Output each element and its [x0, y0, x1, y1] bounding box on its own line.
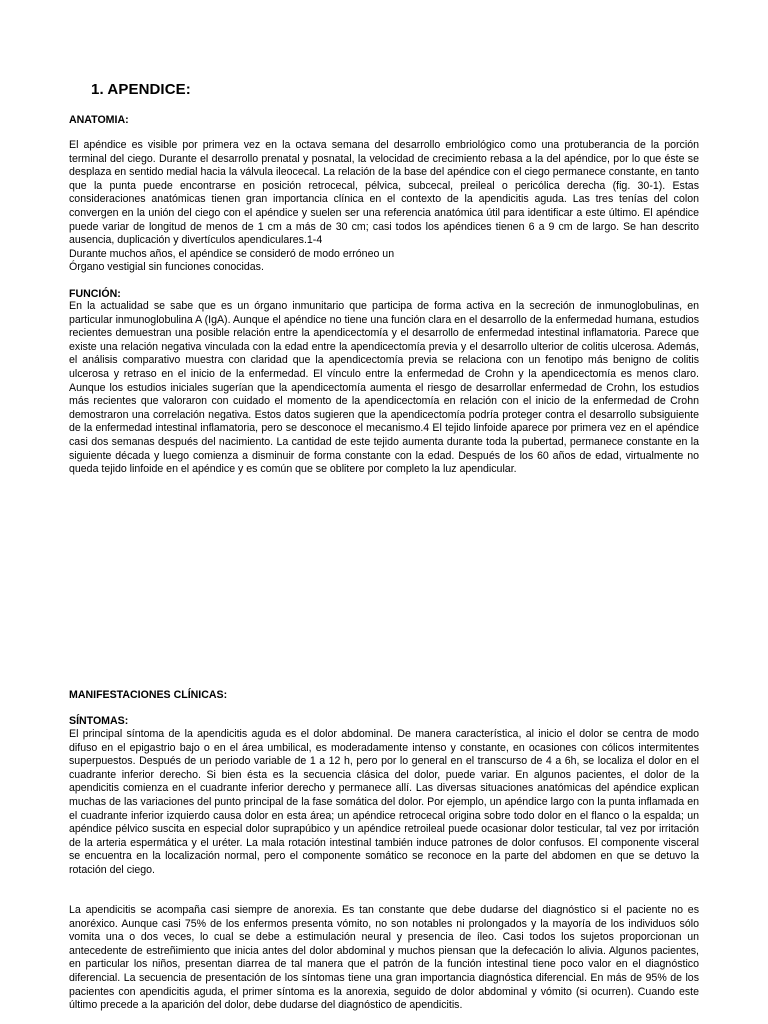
sintomas-paragraph: El principal síntoma de la apendicitis aguda es el dolor abdominal. De manera característica, al inicio el dolor se centra de modo difuso en el epigastrio bajo o en el área umbilical, es moderadamente intenso y constante, en ocasiones con cólicos intermitentes superpuestos. Después de un periodo variable de 1 a 12 h, pero por lo general en el transcurso de 4 a 6h, se localiza el dolor en el cuadrante inferior derecho. Si bien ésta es la secuencia clásica del dolor, puede variar. En algunos pacientes, el dolor de la apendicitis comienza en el cuadrante inferior derecho y permanece allí. Las diversas situaciones anatómicas del apéndice explican muchas de las variaciones del punto principal de la fase somática del dolor. Por ejemplo, un apéndice largo con la punta inflamada en el cuadrante inferior izquierdo causa dolor en esta área; un apéndice retrocecal origina sobre todo dolor en el flanco o la espalda; un apéndice pélvico suscita en especial dolor suprapúbico y un apéndice retroileal puede ocasionar dolor testicular, tal vez por irritación de la arteria espermática y el uréter. La mala rotación intestinal también induce patrones de dolor confusos. El componente visceral se encuentra en la localización normal, pero el componente somático se reconoce en la parte del abdomen en que se detuvo la rotación del ciego.	[69, 728, 699, 876]
section-heading-funcion: FUNCIÓN:	[69, 288, 121, 300]
funcion-paragraph: En la actualidad se sabe que es un órgano inmunitario que participa de forma activa en la secreción de inmunoglobulinas, en particular inmunoglobulina A (IgA). Aunque el apéndice no tiene una función clara en el desarrollo de la enfermedad humana, estudios recientes demuestran una posible relación entre la apendicectomía y el desarrollo de enfermedad intestinal inflamatoria. Parece que existe una relación negativa vinculada con la edad entre la apendicectomía previa y el desarrollo ulterior de colitis ulcerosa. Además, el análisis comparativo muestra con claridad que la apendicectomía previa se relaciona con un fenotipo más benigno de colitis ulcerosa y retraso en el inicio de la enfermedad. El vínculo entre la enfermedad de Crohn y la apendicectomía es menos claro. Aunque los estudios iniciales sugerían que la apendicectomía aumenta el riesgo de desarrollar enfermedad de Crohn, los estudios más recientes que valoraron con cuidado el momento de la apendicectomía en relación con el inicio de la enfermedad de Crohn demostraron una correlación negativa. Estos datos sugieren que la apendicectomía podría proteger contra el desarrollo subsiguiente de la enfermedad intestinal inflamatoria, pero se desconoce el mecanismo.4 El tejido linfoide aparece por primera vez en el apéndice casi dos semanas después del nacimiento. La cantidad de este tejido aumenta durante toda la pubertad, permanece constante en la siguiente década y luego comienza a disminuir de forma constante con la edad. Después de los 60 años de edad, virtualmente no queda tejido linfoide en el apéndice y es común que se oblitere por completo la luz apendicular.	[69, 300, 699, 476]
anatomia-paragraph	[69, 139, 699, 275]
anatomia-body: El apéndice es visible por primera vez en la octava semana del desarrollo embriológico como una protuberancia de la porción terminal del ciego. Durante el desarrollo prenatal y posnatal, la velocidad de crecimiento rebasa a la del apéndice, por lo que éste se desplaza en sentido medial hacia la válvula ileocecal. La relación de la base del apéndice con el ciego permanece constante, en tanto que la punta puede encontrarse en posición retrocecal, pélvica, subcecal, preileal o pericólica derecha (fig. 30-1). Estas consideraciones anatómicas tienen gran importancia clínica en el contexto de la apendicitis aguda. Las tres tenías del colon convergen en la unión del ciego con el apéndice y suelen ser una referencia anatómica útil para identificar a este último. El apéndice puede variar de longitud de menos de 1 cm a más de 30 cm; casi todos los apéndices tienen 6 a 9 cm de largo. Se han descrito ausencia, duplicación y divertículos apendiculares.1-4	[69, 139, 699, 247]
section-heading-anatomia: ANATOMIA:	[69, 114, 129, 126]
document-title: 1. APENDICE:	[91, 81, 191, 98]
section-heading-sintomas: SÍNTOMAS:	[69, 715, 129, 727]
anatomia-line-3: Órgano vestigial sin funciones conocidas.	[69, 261, 264, 274]
anatomia-line-2: Durante muchos años, el apéndice se consideró de modo erróneo un	[69, 247, 395, 260]
anorexia-paragraph: La apendicitis se acompaña casi siempre de anorexia. Es tan constante que debe dudarse del diagnóstico si el paciente no es anoréxico. Aunque casi 75% de los enfermos presenta vómito, no son notables ni prolongados y la mayoría de los individuos sólo vomita una o dos veces, lo cual se debe a estimulación neural y presencia de íleo. Casi todos los sujetos proporcionan un antecedente de estreñimiento que inicia antes del dolor abdominal y muchos piensan que la defecación lo alivia. Algunos pacientes, en particular los niños, presentan diarrea de tal manera que el patrón de la función intestinal tiene poco valor en el diagnóstico diferencial. La secuencia de presentación de los síntomas tiene una gran importancia diagnóstica diferencial. En más de 95% de los pacientes con apendicitis aguda, el primer síntoma es la anorexia, seguido de dolor abdominal y vómito (si ocurren). Cuando este último precede a la aparición del dolor, debe dudarse del diagnóstico de apendicitis.	[69, 904, 699, 1012]
section-heading-manifestaciones: MANIFESTACIONES CLÍNICAS:	[69, 689, 228, 701]
